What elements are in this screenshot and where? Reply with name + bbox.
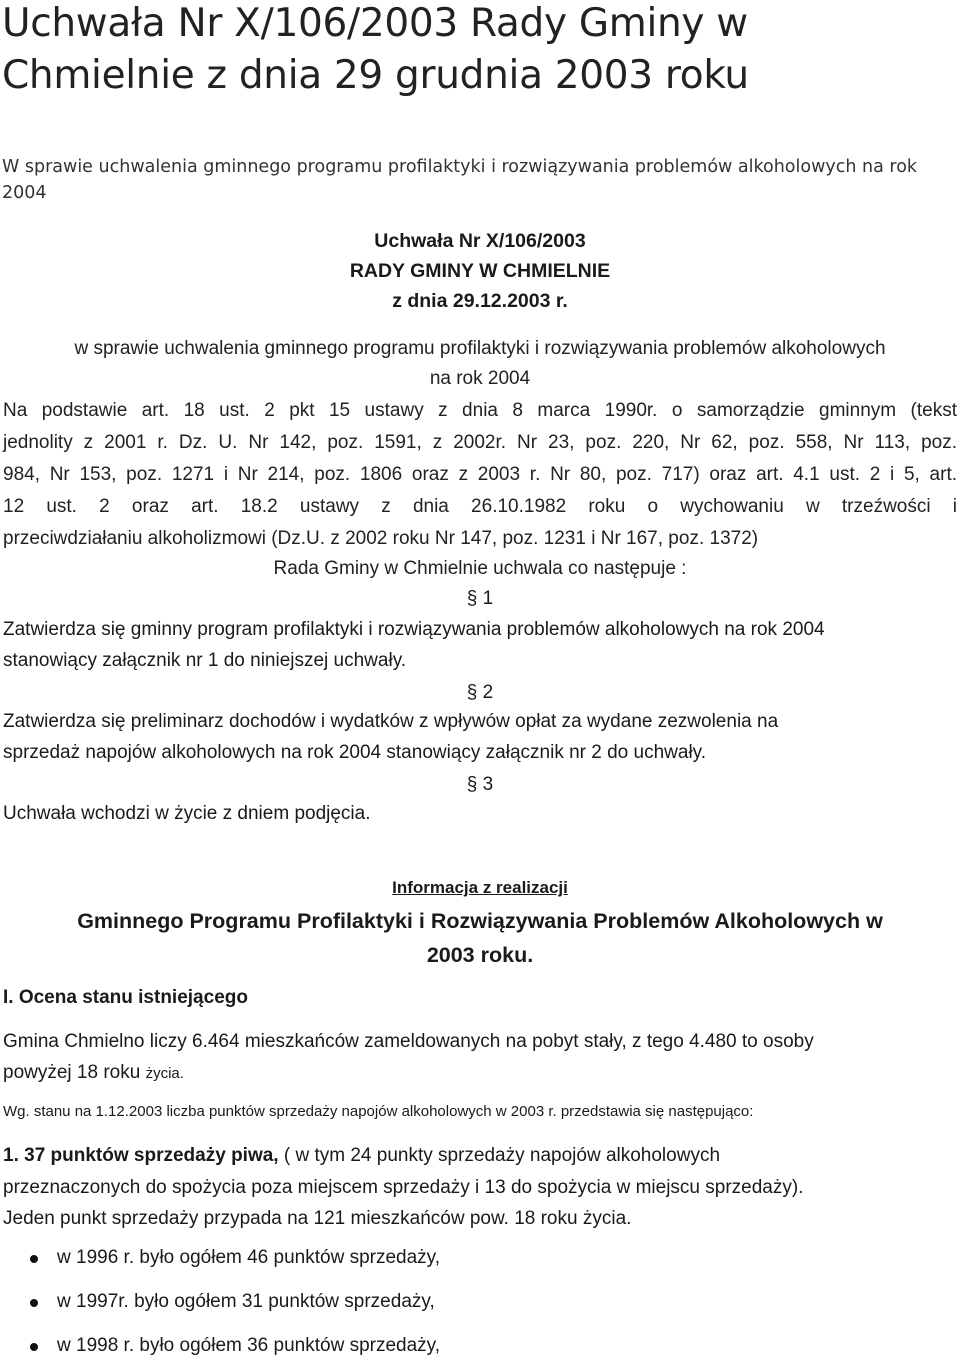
section-text-line: sprzedaż napojów alkoholowych na rok 2004 stanowiący załącznik nr 2 do uchwały.: [3, 742, 707, 763]
bullet-icon: [30, 1343, 38, 1351]
legal-basis-line: 12 ust. 2 oraz art. 18.2 ustawy z dnia 26.10.1982 roku o wychowaniu w trzeźwości i: [3, 496, 957, 517]
section-title: I. Ocena stanu istniejącego: [3, 987, 248, 1008]
section-text-line: stanowiący załącznik nr 1 do niniejszej uchwały.: [3, 650, 407, 671]
legal-basis-line: przeciwdziałaniu alkoholizmowi (Dz.U. z 2002 roku Nr 147, poz. 1231 i Nr 167, poz. 1372): [3, 528, 759, 549]
report-heading-small: Informacja z realizacji: [392, 878, 568, 897]
bullet-icon: [30, 1255, 38, 1263]
bullet-icon: [30, 1299, 38, 1307]
legal-basis-line: 984, Nr 153, poz. 1271 i Nr 214, poz. 1806 oraz z 2003 r. Nr 80, poz. 717) oraz art. 4.1 ust. 2 i 5, art.: [3, 464, 957, 485]
list-item: w 1998 r. było ogółem 36 punktów sprzedaży,: [0, 1324, 960, 1368]
beer-outlets-line: 1. 37 punktów sprzedaży piwa, ( w tym 24 punkty sprzedaży napojów alkoholowych: [3, 1145, 721, 1166]
status-note: Wg. stanu na 1.12.2003 liczba punktów sprzedaży napojów alkoholowych w 2003 r. przedstawia się następująco:: [3, 1103, 754, 1120]
population-line: Gmina Chmielno liczy 6.464 mieszkańców zameldowanych na pobyt stały, z tego 4.480 to osoby: [3, 1031, 814, 1052]
list-item: w 1997r. było ogółem 31 punktów sprzedaży,: [0, 1280, 960, 1324]
section-text-line: Zatwierdza się preliminarz dochodów i wydatków z wpływów opłat za wydane zezwolenia na: [3, 711, 779, 732]
report-heading: 2003 roku.: [426, 943, 534, 967]
report-heading: Gminnego Programu Profilaktyki i Rozwiązywania Problemów Alkoholowych w: [77, 909, 883, 933]
legal-basis-line: Na podstawie art. 18 ust. 2 pkt 15 ustawy z dnia 8 marca 1990r. o samorządzie gminnym (tekst: [3, 400, 957, 421]
resolution-subject-line: na rok 2004: [429, 368, 531, 389]
legal-basis-line: jednolity z 2001 r. Dz. U. Nr 142, poz. 1591, z 2002r. Nr 23, poz. 220, Nr 62, poz. 558, Nr 113, poz.: [3, 432, 957, 453]
section-mark: § 2: [466, 682, 494, 703]
council-name: RADY GMINY W CHMIELNIE: [349, 260, 611, 282]
beer-outlets-line: Jeden punkt sprzedaży przypada na 121 mieszkańców pow. 18 roku życia.: [3, 1208, 632, 1229]
resolution-date: z dnia 29.12.2003 r.: [392, 290, 568, 312]
list-item: w 1996 r. było ogółem 46 punktów sprzedaży,: [0, 1236, 960, 1280]
population-line: powyżej 18 roku życia.: [3, 1062, 184, 1083]
resolution-number: Uchwała Nr X/106/2003: [374, 230, 586, 252]
resolution-subject-line: w sprawie uchwalenia gminnego programu profilaktyki i rozwiązywania problemów alkoholowych: [74, 338, 886, 359]
section-text-line: Uchwała wchodzi w życie z dniem podjęcia.: [3, 803, 371, 824]
section-text-line: Zatwierdza się gminny program profilaktyki i rozwiązywania problemów alkoholowych na rok 2004: [3, 619, 825, 640]
section-mark: § 1: [466, 588, 494, 609]
beer-outlets-line: przeznaczonych do spożycia poza miejscem sprzedaży i 13 do spożycia w miejscu sprzedaży).: [3, 1177, 804, 1198]
enacting-clause: Rada Gminy w Chmielnie uchwala co następuje :: [273, 558, 687, 579]
outlet-history-list: [0, 1236, 960, 1368]
section-mark: § 3: [466, 774, 494, 795]
page-title: Uchwała Nr X/106/2003 Rady Gminy w Chmielnie z dnia 29 grudnia 2003 roku: [2, 1, 749, 98]
page-subtitle: W sprawie uchwalenia gminnego programu profilaktyki i rozwiązywania problemów alkoholowych na rok 2004: [2, 157, 918, 203]
